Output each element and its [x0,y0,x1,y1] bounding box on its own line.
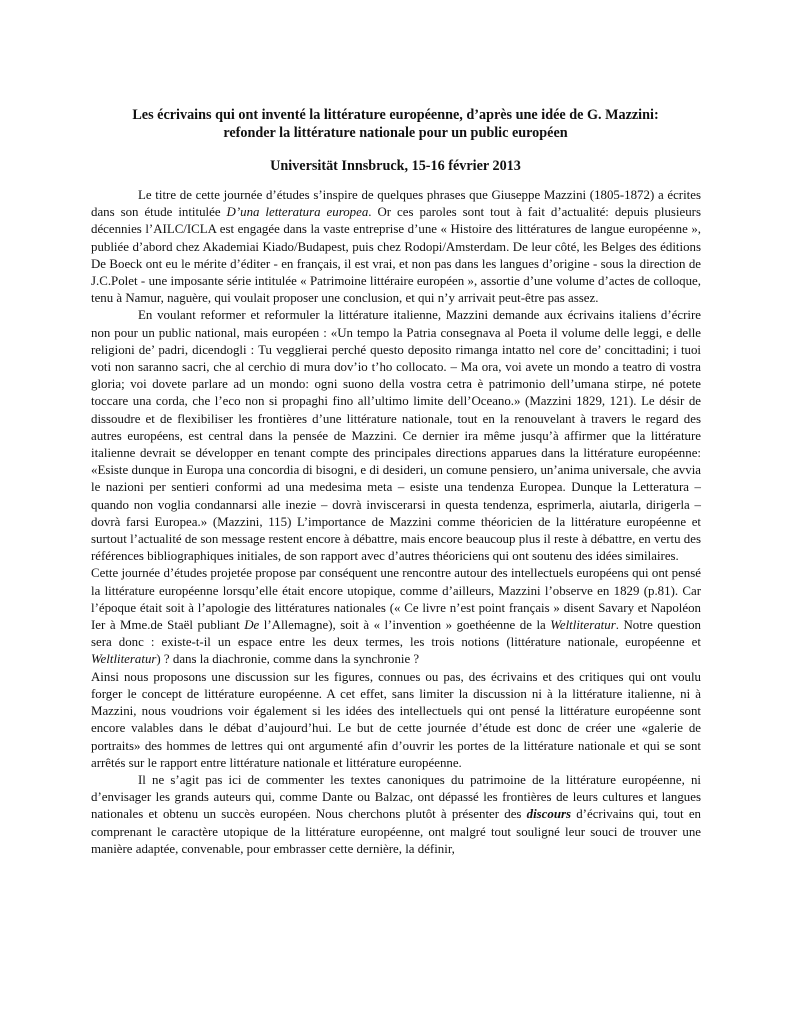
paragraph-journee-italic-weltliteratur-2: Weltliteratur [91,652,157,667]
paragraph-journee-text-c: . Notre question sera donc : existe-t-il un espace entre les deux termes, les trois notions (littérature nationale, européenne et [91,618,701,650]
document-title [80,106,711,142]
paragraph-intro-italic-title: D’una letteratura europea [226,205,369,220]
paragraph-discours-emphasis: discours [526,807,572,822]
paragraph-intro-text-b: . Or ces paroles sont tout à fait d’actualité: depuis plusieurs décennies l’AILC/ICLA est engagée dans la vaste entreprise d’une « Histoire des littératures de langue européenne », publiée d’abord chez Akademiai Kiado/Budapest, puis chez Rodopi/Amsterdam. De leur côté, les Belges des éditions De Boeck ont eu le mérite d’éditer - en français, il est vrai, et non pas dans les langues d’origine - sous la direction de J.C.Polet - une imposante série intitulée « Patrimoine littéraire européen », assortie d’une volume d’actes de colloque, tenu à Namur, naguère, qui voulait proposer une conclusion, et qui n’y arrivait peut-être pas assez. [91,205,701,306]
paragraph-discours-text-a: Il ne s’agit pas ici de commenter les textes canoniques du patrimoine de la littérature européenne, ni d’envisager les grands auteurs qui, comme Dante ou Balzac, ont dépassé les frontières de leurs cultures et langues nationales et obtenu un succès européen. Nous cherchons plutôt à présenter des [91,772,701,822]
paragraph-journee-italic-weltliteratur-1: Weltliteratur [550,618,616,633]
paragraph-intro-text-a: Le titre de cette journée d’études s’inspire de quelques phrases que Giuseppe Mazzini (1805-1872) a écrites dans son étude intitulée [91,188,701,220]
paragraph-journee [91,565,701,668]
paragraph-journee-text-b: l’Allemagne), soit à « l’invention » goethéenne de la [259,618,551,633]
paragraph-intro [91,187,701,307]
title-line-2: refonder la littérature nationale pour un public européen [223,125,568,141]
paragraph-mazzini: En voulant reformer et reformuler la littérature italienne, Mazzini demande aux écrivains italiens d’écrire non pour un public national, mais européen : «Un tempo la Patria consegnava al Poeta il volume delle leggi, e delle religioni de’ padri, dicendogli : Tu vegglierai perché questo deposito rimanga intatto nel core de’ concittadini; i tuoi voti non saranno sacri, che al cerchio di mura dov’io t’ho collocato. – Ma ora, voi avete un mondo a teatro di vostra gloria; voi dovete parlare ad un mondo: ogni suono della vostra cetra è patrimonio dell’umana stirpe, né potete toccare una corda, che l’eco non si propaghi fino all’ultimo limite dell’Oceano.» (Mazzini 1829, 121). Le désir de dissoudre et de flexibiliser les frontières d’une littérature nationale, tout en la renouvelant à travers le regard des autres européens, est central dans la pensée de Mazzini. Ce dernier ira même jusqu’à affirmer que la littérature italienne devrait se développer en tenant compte des principales directions apparues dans la littérature européenne: «Esiste dunque in Europa una concordia di bisogni, e di desideri, un comune pensiero, un’anima universale, che avvia le nazioni per sentieri conformi ad una medesima meta – esiste una tendenza Europea. Dunque la Letteratura – quando non voglia condannarsi alle inezie – dovrà inviscerarsi in questa tendenza, esprimerla, aiutarla, dirigerla – dovrà farsi Europea.» (Mazzini, 115) L’importance de Mazzini comme théoricien de la littérature européenne et surtout l’actualité de son message restent encore à débattre, mais encore beaucoup plus il reste à débattre, en vertu des références bibliographiques initiales, de son rapport avec d’autres théoriciens qui ont soutenu des idées similaires. [91,308,701,564]
paragraph-discours-text-b: d’écrivains qui, tout en comprenant le caractère utopique de la littérature européenne, ont malgré tout souligné leur souci de trouver une manière adaptée, convenable, pour embrasser cette dernière, la définir, [91,807,701,856]
paragraph-journee-italic-de: De [244,618,260,633]
event-heading: Universität Innsbruck, 15-16 février 2013 [270,158,521,174]
paragraph-discussion: Ainsi nous proposons une discussion sur les figures, connues ou pas, des écrivains et des critiques qui ont voulu forger le concept de littérature européenne. A cet effet, sans limiter la discussion ni à la littérature italienne, ni à Mazzini, nous voudrions voir également si les idées des intellectuels qui ont pensé la littérature européenne sont encore valables dans le débat d’aujourd’hui. Le but de cette journée d’étude est donc de créer une «galerie de portraits» des hommes de lettres qui ont argumenté afin d’ouvrir les portes de la littérature nationale et qui se sont arrêtés sur le rapport entre littérature nationale et littérature européenne. [91,669,701,770]
paragraph-journee-text-a: Cette journée d’études projetée propose par conséquent une rencontre autour des intellectuels européens qui ont pensé la littérature européenne lorsqu’elle était encore utopique, comme d’ailleurs, Mazzini l’observe en 1829 (p.81). Car l’époque était soit à l’apologie des littératures nationales (« Ce livre n’est point français » disent Savary et Napoléon Ier à Mme.de Staël publiant [91,566,701,633]
title-line-1: Les écrivains qui ont inventé la littérature européenne, d’après une idée de G. Mazzini: [132,107,659,123]
paragraph-journee-text-d: ) ? dans la diachronie, comme dans la synchronie ? [156,652,420,667]
document-body [91,187,701,858]
paragraph-discours [91,772,701,858]
